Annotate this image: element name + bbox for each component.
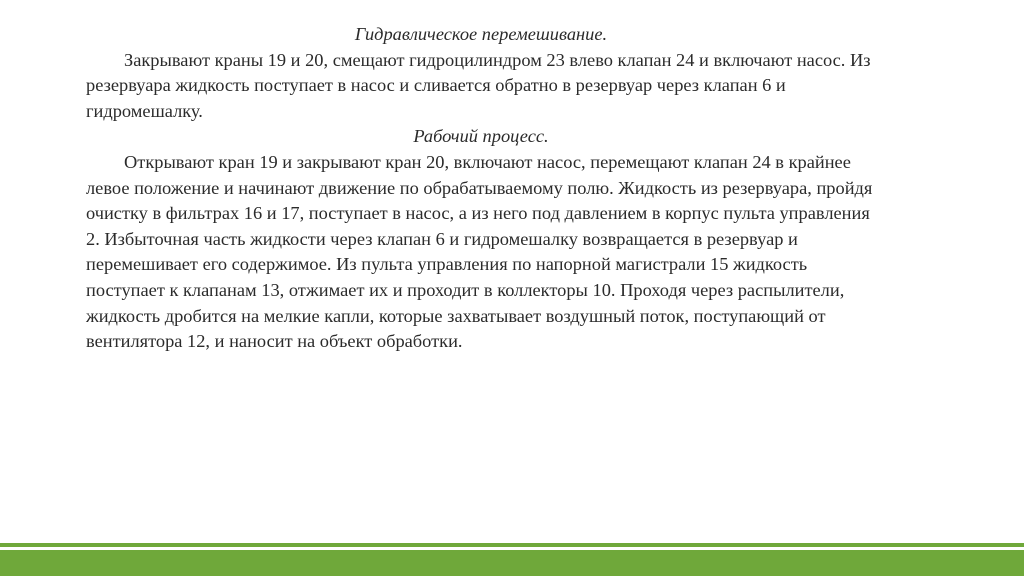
paragraph-work-process: Открывают кран 19 и закрывают кран 20, включают насос, перемещают клапан 24 в крайнее левое положение и начинают движение по обрабатываемому полю. Жидкость из резервуара, пройдя очистку в фильтрах 16 и 17, поступает в насос, а из него под давлением в корпус пульта управления 2. Избыточная часть жидкости через клапан 6 и гидромешалку возвращается в резервуар и перемешивает его содержимое. Из пульта управления по напорной магистрали 15 жидкость поступает к клапанам 13, отжимает их и проходит в коллекторы 10. Проходя через распылители, жидкость дробится на мелкие капли, которые захватывает воздушный поток, поступающий от вентилятора 12, и наносит на объект обработки. [86, 151, 873, 352]
footer-accent-bar [0, 543, 1024, 576]
section-heading-work-process: Рабочий процесс. [413, 126, 549, 147]
slide-content [86, 22, 876, 355]
footer-accent-fill [0, 550, 1024, 576]
section-heading-mixing: Гидравлическое перемешивание. [354, 24, 608, 44]
paragraph-mixing: Закрывают краны 19 и 20, смещают гидроцилиндром 23 влево клапан 24 и включают насос. Из резервуара жидкость поступает в насос и сливается обратно в резервуар через клапан 6 и гидромешалку. [86, 49, 871, 121]
footer-accent-line [0, 543, 1024, 547]
